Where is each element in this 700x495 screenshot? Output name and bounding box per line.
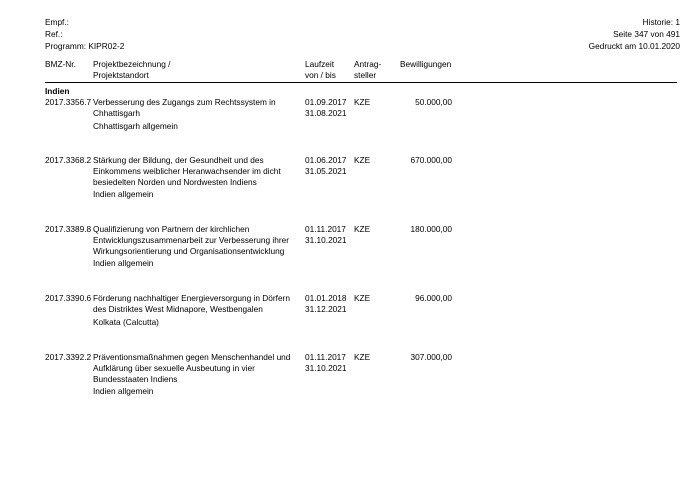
reference-label: Ref.: [45, 29, 63, 39]
column-header-applicant-line1: Antrag- [354, 59, 382, 69]
start-date: 01.11.2017 [305, 352, 346, 362]
duration [305, 352, 347, 374]
country-heading: Indien [45, 86, 70, 96]
approval-amount: 96.000,00 [415, 293, 452, 303]
project-title: Qualifizierung von Partnern der kirchlichen Entwicklungszusammenarbeit zur Verbesserung ihrer Wirkungsorientierung und Organisationsentwicklung [93, 224, 289, 256]
project-title: Verbesserung des Zugangs zum Rechtssystem in Chhattisgarh [93, 97, 276, 118]
approval-amount: 180.000,00 [410, 224, 452, 234]
page-counter: Seite 347 von 491 [613, 29, 680, 39]
column-header-project-line1: Projektbezeichnung / [93, 59, 171, 69]
bmz-number: 2017.3389.8 [45, 224, 92, 234]
approval-amount: 670.000,00 [410, 155, 452, 165]
project-title: Stärkung der Bildung, der Gesundheit und des Einkommens weiblicher Heranwachsender im dicht besiedelten Norden und Nordwesten Indiens [93, 155, 281, 187]
start-date: 01.06.2017 [305, 155, 347, 165]
end-date: 31.12.2021 [305, 304, 347, 314]
column-header-bmz-nr: BMZ-Nr. [45, 59, 76, 69]
column-header-duration-line2: von / bis [305, 70, 336, 80]
bmz-number: 2017.3356.7 [45, 97, 92, 107]
history-label: Historie: 1 [642, 17, 680, 27]
column-header-applicant [354, 59, 381, 81]
applicant: KZE [354, 293, 371, 303]
project-location: Kolkata (Calcutta) [93, 317, 159, 327]
project-location: Indien allgemein [93, 189, 154, 199]
project-location: Indien allgemein [93, 258, 154, 268]
header-divider [45, 82, 677, 83]
duration [305, 224, 347, 246]
duration [305, 155, 347, 177]
bmz-number: 2017.3392.2 [45, 352, 92, 362]
column-header-applicant-line2: steller [354, 70, 377, 80]
bmz-number: 2017.3390.6 [45, 293, 92, 303]
project-title: Präventionsmaßnahmen gegen Menschenhandel und Aufklärung über sexuelle Ausbeutung in vier Bundesstaaten Indiens [93, 352, 291, 384]
column-header-project [93, 59, 171, 81]
start-date: 01.09.2017 [305, 97, 347, 107]
applicant: KZE [354, 224, 371, 234]
applicant: KZE [354, 155, 371, 165]
applicant: KZE [354, 352, 371, 362]
column-header-project-line2: Projektstandort [93, 70, 149, 80]
project-location: Chhattisgarh allgemein [93, 121, 178, 131]
column-header-approvals: Bewilligungen [400, 59, 452, 69]
duration [305, 293, 347, 315]
project-location: Indien allgemein [93, 386, 154, 396]
project-title: Förderung nachhaltiger Energieversorgung in Dörfern des Distriktes West Midnapore, Westbengalen [93, 293, 290, 314]
approval-amount: 50.000,00 [415, 97, 452, 107]
end-date: 31.05.2021 [305, 166, 347, 176]
program-label: Programm: KIPR02-2 [45, 41, 125, 51]
end-date: 31.10.2021 [305, 363, 347, 373]
duration [305, 97, 347, 119]
approval-amount: 307.000,00 [410, 352, 452, 362]
column-header-duration-line1: Laufzeit [305, 59, 335, 69]
end-date: 31.08.2021 [305, 108, 347, 118]
applicant: KZE [354, 97, 371, 107]
bmz-number: 2017.3368.2 [45, 155, 92, 165]
end-date: 31.10.2021 [305, 235, 347, 245]
column-header-duration [305, 59, 336, 81]
print-date: Gedruckt am 10.01.2020 [588, 41, 680, 51]
start-date: 01.11.2017 [305, 224, 346, 234]
recipient-label: Empf.: [45, 17, 69, 27]
start-date: 01.01.2018 [305, 293, 347, 303]
